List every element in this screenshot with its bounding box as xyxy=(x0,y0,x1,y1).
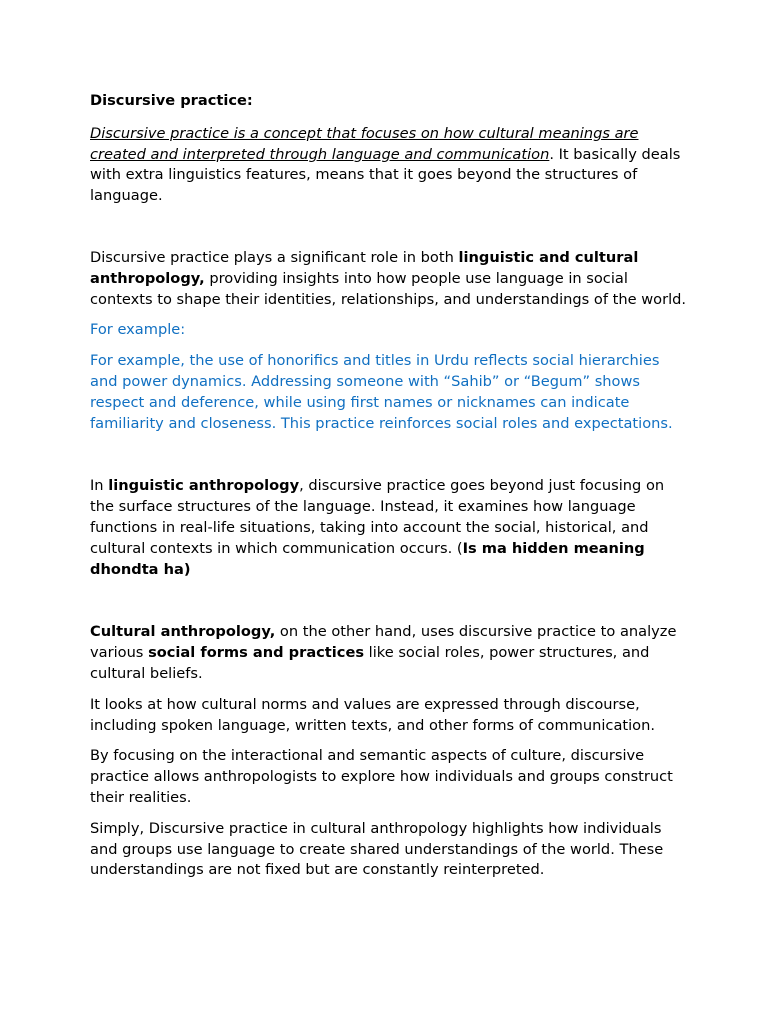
linguistic-text-note: Is ma hidden meaning dhondta ha) xyxy=(90,539,645,578)
role-text-bold: linguistic and cultural anthropology, xyxy=(90,248,639,287)
document-title: Discursive practice: xyxy=(90,92,253,109)
paragraph-role xyxy=(90,248,690,310)
paragraph-summary: Simply, Discursive practice in cultural anthropology highlights how individuals and groups use language to create shared understandings of the world. These understandings are not fixed but are constantly reinterpreted. xyxy=(90,819,664,879)
cultural-text-bold-2: social forms and practices xyxy=(148,644,365,662)
cultural-text-b: on the other hand, uses discursive practice to analyze various xyxy=(90,623,677,662)
paragraph-interactional: By focusing on the interactional and semantic aspects of culture, discursive practice allows anthropologists to explore how individuals and groups construct their realities. xyxy=(90,747,673,806)
paragraph-linguistic xyxy=(90,476,690,580)
paragraph-cultural xyxy=(90,622,690,684)
paragraph-definition xyxy=(90,124,690,207)
cultural-text-d: like social roles, power structures, and cultural beliefs. xyxy=(90,644,650,682)
cultural-text-bold: Cultural anthropology, xyxy=(90,623,276,641)
definition-rest: . It basically deals with extra linguistics features, means that it goes beyond the structures of language. xyxy=(90,145,681,205)
linguistic-text-c: , discursive practice goes beyond just focusing on the surface structures of the language. Instead, it examines how language functions in real-life situations, taking into account the social, historical, and cultural contexts in which communication occurs. ( xyxy=(90,477,665,557)
linguistic-text-bold: linguistic anthropology xyxy=(108,477,300,495)
linguistic-text-a: In xyxy=(90,477,109,495)
example-heading: For example: xyxy=(90,321,186,339)
role-text-c: providing insights into how people use language in social contexts to shape their identities, relationships, and understandings of the world. xyxy=(90,269,687,308)
definition-text: Discursive practice is a concept that focuses on how cultural meanings are created and interpreted through language and communication xyxy=(90,124,639,163)
paragraph-norms: It looks at how cultural norms and values are expressed through discourse, including spoken language, written texts, and other forms of communication. xyxy=(90,695,655,734)
document-page xyxy=(90,91,690,891)
example-body: For example, the use of honorifics and titles in Urdu reflects social hierarchies and power dynamics. Addressing someone with “Sahib” or “Begum” shows respect and deference, while using first names or nicknames can indicate familiarity and closeness. This practice reinforces social roles and expectations. xyxy=(90,352,673,432)
role-text-a: Discursive practice plays a significant role in both xyxy=(90,248,459,266)
